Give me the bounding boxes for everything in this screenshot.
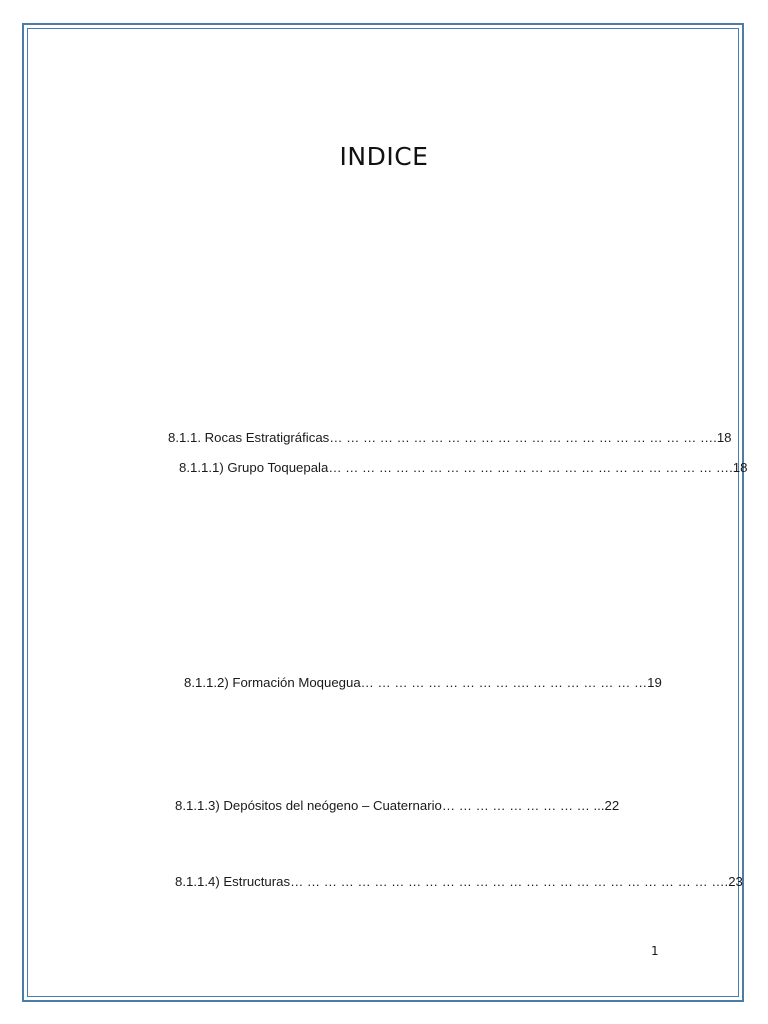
toc-item-8-1-1-3[interactable]: 8.1.1.3) Depósitos del neógeno – Cuaternario… … … … … … … … … ...22 [175, 798, 620, 813]
page-border-inner [27, 28, 748, 997]
toc-item-8-1-1-2[interactable]: 8.1.1.2) Formación Moquegua… … … … … … … … … …. … … … … … … …19 [184, 675, 662, 690]
toc-item-8-1-1[interactable]: 8.1.1. Rocas Estratigráficas… … … … … … … … … … … … … … … … … … … … … … ….18 [168, 430, 732, 445]
page-number: 1 [651, 944, 659, 958]
toc-item-8-1-1-1[interactable]: 8.1.1.1) Grupo Toquepala… … … … … … … … … … … … … … … … … … … … … … … ….18 [179, 460, 748, 475]
page-title: INDICE [339, 142, 429, 171]
toc-item-8-1-1-4[interactable]: 8.1.1.4) Estructuras… … … … … … … … … … … … … … … … … … … … … … … … … ….23 [175, 874, 743, 889]
